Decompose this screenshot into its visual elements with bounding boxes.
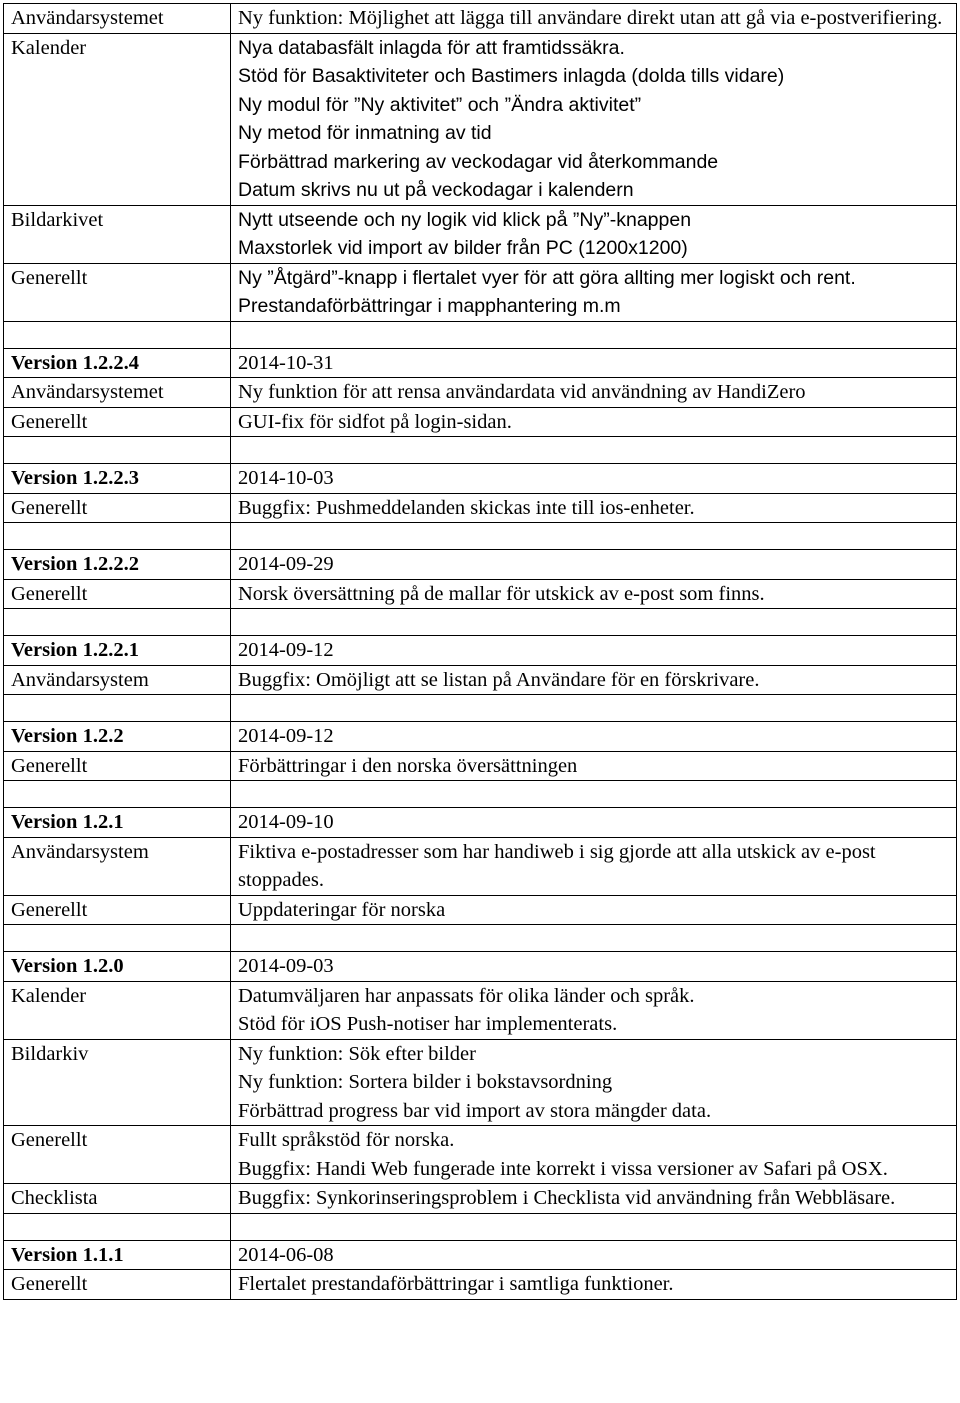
spacer-cell [4,609,231,636]
release-date-text: 2014-09-12 [238,639,334,661]
spacer-cell [231,437,957,464]
module-name: Generellt [4,1126,231,1184]
changelog-row [4,981,957,1039]
change-description [231,1270,957,1300]
change-item: Nytt utseende och ny logik vid klick på ”Ny”-knappen [238,208,692,231]
module-name: Checklista [4,1184,231,1214]
version-label: Version 1.2.2.3 [4,464,231,494]
version-label: Version 1.2.2.1 [4,636,231,666]
changelog-row [4,493,957,523]
version-header-row [4,550,957,580]
change-description [231,205,957,263]
release-date-text: 2014-09-03 [238,955,334,977]
release-date [231,464,957,494]
changelog-row [4,1126,957,1184]
version-header-row [4,952,957,982]
module-name: Bildarkivet [4,205,231,263]
change-item: Ny funktion: Sök efter bilder [238,1042,476,1065]
change-item: Förbättrad progress bar vid import av stora mängder data. [238,1099,712,1122]
version-header-row [4,1240,957,1270]
spacer-cell [231,781,957,808]
changelog-row [4,407,957,437]
release-date-text: 2014-10-03 [238,467,334,489]
module-name: Generellt [4,1270,231,1300]
change-item: Uppdateringar för norska [238,898,446,921]
module-name: Generellt [4,263,231,321]
changelog-table [3,3,957,1300]
change-item: Datum skrivs nu ut på veckodagar i kalendern [238,179,634,201]
spacer-cell [231,1213,957,1240]
spacer-row [4,925,957,952]
changelog-row [4,33,957,205]
module-name: Bildarkiv [4,1039,231,1126]
change-description [231,579,957,609]
changelog-row [4,4,957,34]
change-description [231,493,957,523]
release-date [231,550,957,580]
changelog-body [4,4,957,1300]
changelog-row [4,579,957,609]
module-name: Användarsystemet [4,4,231,34]
change-item: Ny funktion: Möjlighet att lägga till användare direkt utan att gå via e-postverifiering. [238,7,943,29]
release-date-text: 2014-09-10 [238,811,334,833]
change-item: Datumväljaren har anpassats för olika länder och språk. [238,984,695,1007]
version-header-row [4,464,957,494]
changelog-row [4,263,957,321]
module-name: Användarsystemet [4,378,231,408]
change-item: Förbättrad markering av veckodagar vid återkommande [238,150,719,173]
version-label: Version 1.2.2.4 [4,348,231,378]
release-date [231,952,957,982]
module-name: Generellt [4,895,231,925]
change-description [231,1126,957,1184]
spacer-cell [4,695,231,722]
spacer-row [4,609,957,636]
change-description [231,4,957,34]
spacer-cell [231,609,957,636]
change-item: Stöd för iOS Push-notiser har implementerats. [238,1013,618,1035]
change-description [231,33,957,205]
change-item: Norsk översättning på de mallar för utskick av e-post som finns. [238,582,765,605]
change-item: Prestandaförbättringar i mapphantering m.m [238,295,621,317]
spacer-row [4,1213,957,1240]
module-name: Generellt [4,407,231,437]
spacer-cell [4,781,231,808]
spacer-row [4,321,957,348]
spacer-row [4,781,957,808]
change-item: Förbättringar i den norska översättningen [238,754,578,777]
change-item: Maxstorlek vid import av bilder från PC (1200x1200) [238,237,688,259]
change-item: Ny funktion för att rensa användardata vid användning av HandiZero [238,381,806,403]
changelog-row [4,751,957,781]
release-date [231,348,957,378]
change-description [231,981,957,1039]
change-description [231,895,957,925]
version-label: Version 1.2.1 [4,808,231,838]
release-date-text: 2014-06-08 [238,1243,334,1266]
module-name: Användarsystem [4,837,231,895]
spacer-cell [4,437,231,464]
changelog-row [4,1270,957,1300]
release-date [231,636,957,666]
change-description [231,407,957,437]
module-name: Generellt [4,579,231,609]
change-item: Nya databasfält inlagda för att framtidssäkra. [238,36,625,59]
change-item: Ny modul för ”Ny aktivitet” och ”Ändra aktivitet” [238,93,642,116]
spacer-row [4,523,957,550]
spacer-cell [231,695,957,722]
release-date [231,722,957,752]
change-description [231,1039,957,1126]
changelog-row [4,895,957,925]
spacer-cell [231,523,957,550]
change-item: Fiktiva e-postadresser som har handiweb i sig gjorde att alla utskick av e-post stoppades. [238,840,881,891]
change-item: GUI-fix för sidfot på login-sidan. [238,410,512,433]
changelog-row [4,665,957,695]
version-header-row [4,348,957,378]
spacer-cell [231,321,957,348]
change-item: Buggfix: Pushmeddelanden skickas inte till ios-enheter. [238,496,695,519]
module-name: Kalender [4,981,231,1039]
change-item: Ny funktion: Sortera bilder i bokstavsordning [238,1071,613,1093]
changelog-row [4,1184,957,1214]
version-header-row [4,722,957,752]
change-item: Buggfix: Omöjligt att se listan på Användare för en förskrivare. [238,668,760,691]
module-name: Kalender [4,33,231,205]
change-description [231,378,957,408]
change-description [231,837,957,895]
change-description [231,751,957,781]
spacer-row [4,695,957,722]
spacer-cell [4,1213,231,1240]
spacer-cell [4,321,231,348]
change-item: Fullt språkstöd för norska. [238,1129,455,1151]
release-date-text: 2014-10-31 [238,351,334,374]
change-item: Ny ”Åtgärd”-knapp i flertalet vyer för att göra allting mer logiskt och rent. [238,266,856,289]
version-label: Version 1.1.1 [4,1240,231,1270]
release-date-text: 2014-09-29 [238,553,334,575]
changelog-row [4,205,957,263]
release-date-text: 2014-09-12 [238,725,334,747]
change-description [231,263,957,321]
module-name: Generellt [4,751,231,781]
change-item: Stöd för Basaktiviteter och Bastimers inlagda (dolda tills vidare) [238,65,785,87]
version-label: Version 1.2.2 [4,722,231,752]
change-item: Buggfix: Synkorinseringsproblem i Checklista vid användning från Webbläsare. [238,1187,896,1209]
version-label: Version 1.2.2.2 [4,550,231,580]
release-date [231,808,957,838]
change-item: Buggfix: Handi Web fungerade inte korrekt i vissa versioner av Safari på OSX. [238,1157,888,1180]
change-description [231,665,957,695]
change-item: Flertalet prestandaförbättringar i samtliga funktioner. [238,1273,674,1295]
spacer-cell [4,925,231,952]
module-name: Generellt [4,493,231,523]
module-name: Användarsystem [4,665,231,695]
spacer-cell [231,925,957,952]
changelog-row [4,837,957,895]
changelog-row [4,378,957,408]
release-date [231,1240,957,1270]
change-item: Ny metod för inmatning av tid [238,122,492,144]
version-header-row [4,636,957,666]
spacer-row [4,437,957,464]
version-header-row [4,808,957,838]
change-description [231,1184,957,1214]
changelog-row [4,1039,957,1126]
version-label: Version 1.2.0 [4,952,231,982]
spacer-cell [4,523,231,550]
